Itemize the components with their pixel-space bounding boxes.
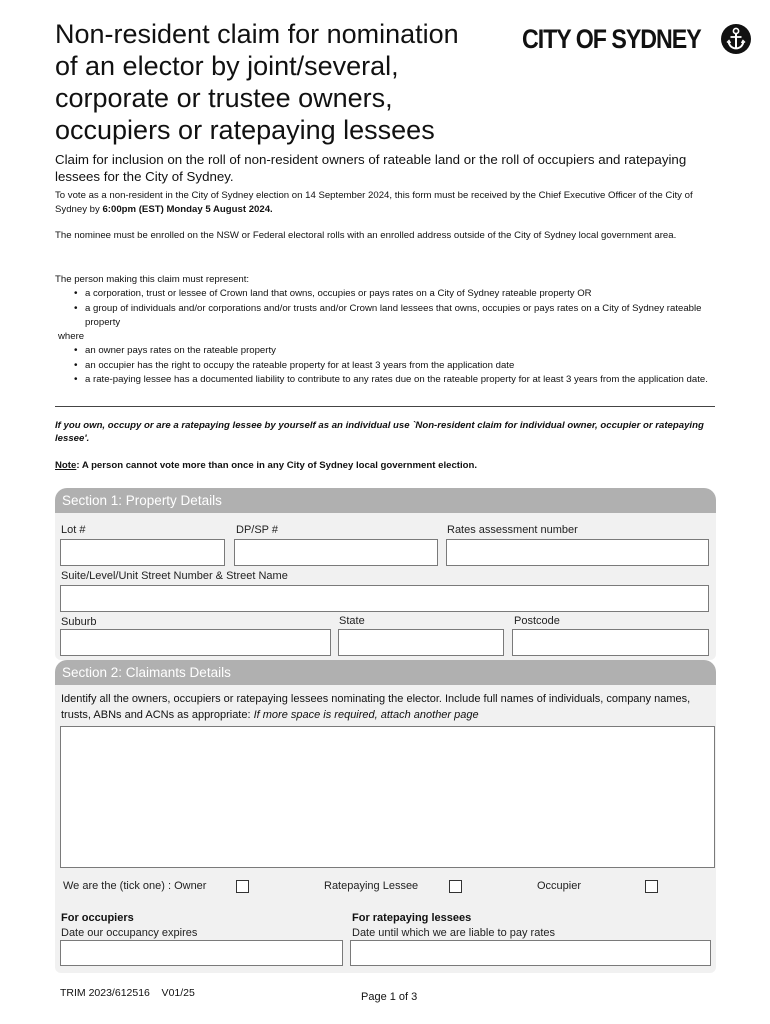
enrolment-text: The nominee must be enrolled on the NSW or Federal electoral rolls with an enrolled address outside of the City of Sydney local government area.	[55, 230, 677, 241]
claimants-textarea[interactable]	[60, 726, 715, 868]
subtitle: Claim for inclusion on the roll of non-resident owners of rateable land or the roll of occupiers and ratepaying lessees for the City of Sydney.	[55, 152, 687, 184]
where-list	[55, 344, 715, 387]
tick-one-label: We are the (tick one) : Owner	[63, 880, 207, 892]
suburb-field[interactable]	[60, 629, 331, 656]
city-logo	[522, 22, 752, 56]
owner-checkbox[interactable]	[236, 880, 249, 893]
title-line: occupiers or ratepaying lessees	[55, 115, 435, 145]
postcode-field[interactable]	[512, 629, 709, 656]
dpsp-field[interactable]	[234, 539, 438, 566]
list-item: • an owner pays rates on the rateable property	[85, 344, 715, 358]
state-field[interactable]	[338, 629, 504, 656]
deadline-date: 6:00pm (EST) Monday 5 August 2024.	[102, 204, 273, 216]
lessees-heading: For ratepaying lessees	[352, 912, 472, 924]
page-number: Page 1 of 3	[361, 991, 418, 1003]
represent-heading: The person making this claim must represent:	[55, 274, 250, 285]
suburb-label: Suburb	[61, 616, 97, 628]
note-text: : A person cannot vote more than once in any City of Sydney local government election.	[76, 460, 478, 471]
page-title	[55, 18, 495, 146]
deadline-text	[55, 189, 715, 218]
title-line: of an elector by joint/several,	[55, 51, 399, 81]
vote-once-note	[55, 460, 715, 471]
rates-label: Rates assessment number	[447, 524, 578, 536]
deadline-prefix: To vote as a non-resident in the City of Sydney election on 14 September 2024, this form must be received by the Chief Executive Officer of the City of Sydney by	[55, 190, 693, 216]
represent-block	[55, 273, 715, 387]
title-line: corporate or trustee owners,	[55, 83, 393, 113]
individual-note: If you own, occupy or are a ratepaying lessee by yourself as an individual use `Non-resident claim for individual owner, occupier or ratepaying lessee'.	[55, 420, 704, 444]
note-label: Note	[55, 460, 77, 471]
occupier-label: Occupier	[537, 880, 582, 892]
trim-reference: TRIM 2023/612516 V01/25	[60, 987, 195, 999]
anchor-seal-icon	[720, 23, 752, 55]
list-item: • a group of individuals and/or corporations and/or trusts and/or Crown land lessees that owns, occupies or pays rates on a City of Sydney rateable property	[85, 302, 715, 331]
title-line: Non-resident claim for nomination	[55, 19, 459, 49]
occupier-checkbox[interactable]	[645, 880, 658, 893]
rates-liability-date-field[interactable]	[350, 940, 711, 966]
description-text: Identify all the owners, occupiers or ratepaying lessees nominating the elector. Include full names of individuals, company names, trusts, ABNs and ACNs as appropriate:	[61, 693, 691, 721]
postcode-label: Postcode	[514, 615, 560, 627]
represent-list	[55, 287, 715, 330]
section2-heading: Section 2: Claimants Details	[55, 660, 716, 685]
dpsp-label: DP/SP #	[236, 524, 278, 536]
description-italic: If more space is required, attach another page	[253, 708, 479, 721]
state-label: State	[339, 615, 365, 627]
lot-label: Lot #	[61, 524, 86, 536]
occupiers-heading: For occupiers	[61, 912, 134, 924]
logo-text: CITY OF SYDNEY	[522, 23, 701, 54]
list-item: • a corporation, trust or lessee of Crown land that owns, occupies or pays rates on a City of Sydney rateable property OR	[85, 287, 715, 301]
lessees-sub: Date until which we are liable to pay rates	[352, 927, 555, 939]
divider	[55, 406, 715, 407]
street-label: Suite/Level/Unit Street Number & Street Name	[61, 570, 288, 582]
list-item: • an occupier has the right to occupy the rateable property for at least 3 years from the application date	[85, 359, 715, 373]
list-item: • a rate-paying lessee has a documented liability to contribute to any rates due on the rateable property for at least 3 years from the application date.	[85, 373, 715, 387]
street-field[interactable]	[60, 585, 709, 612]
ratepaying-label: Ratepaying Lessee	[324, 880, 419, 892]
where-label: where	[58, 331, 85, 343]
ratepaying-lessee-checkbox[interactable]	[449, 880, 462, 893]
occupiers-sub: Date our occupancy expires	[61, 927, 198, 939]
lot-field[interactable]	[60, 539, 225, 566]
rates-assessment-field[interactable]	[446, 539, 709, 566]
section1-heading: Section 1: Property Details	[55, 488, 716, 513]
occupancy-expiry-field[interactable]	[60, 940, 343, 966]
claimants-description	[61, 692, 711, 723]
